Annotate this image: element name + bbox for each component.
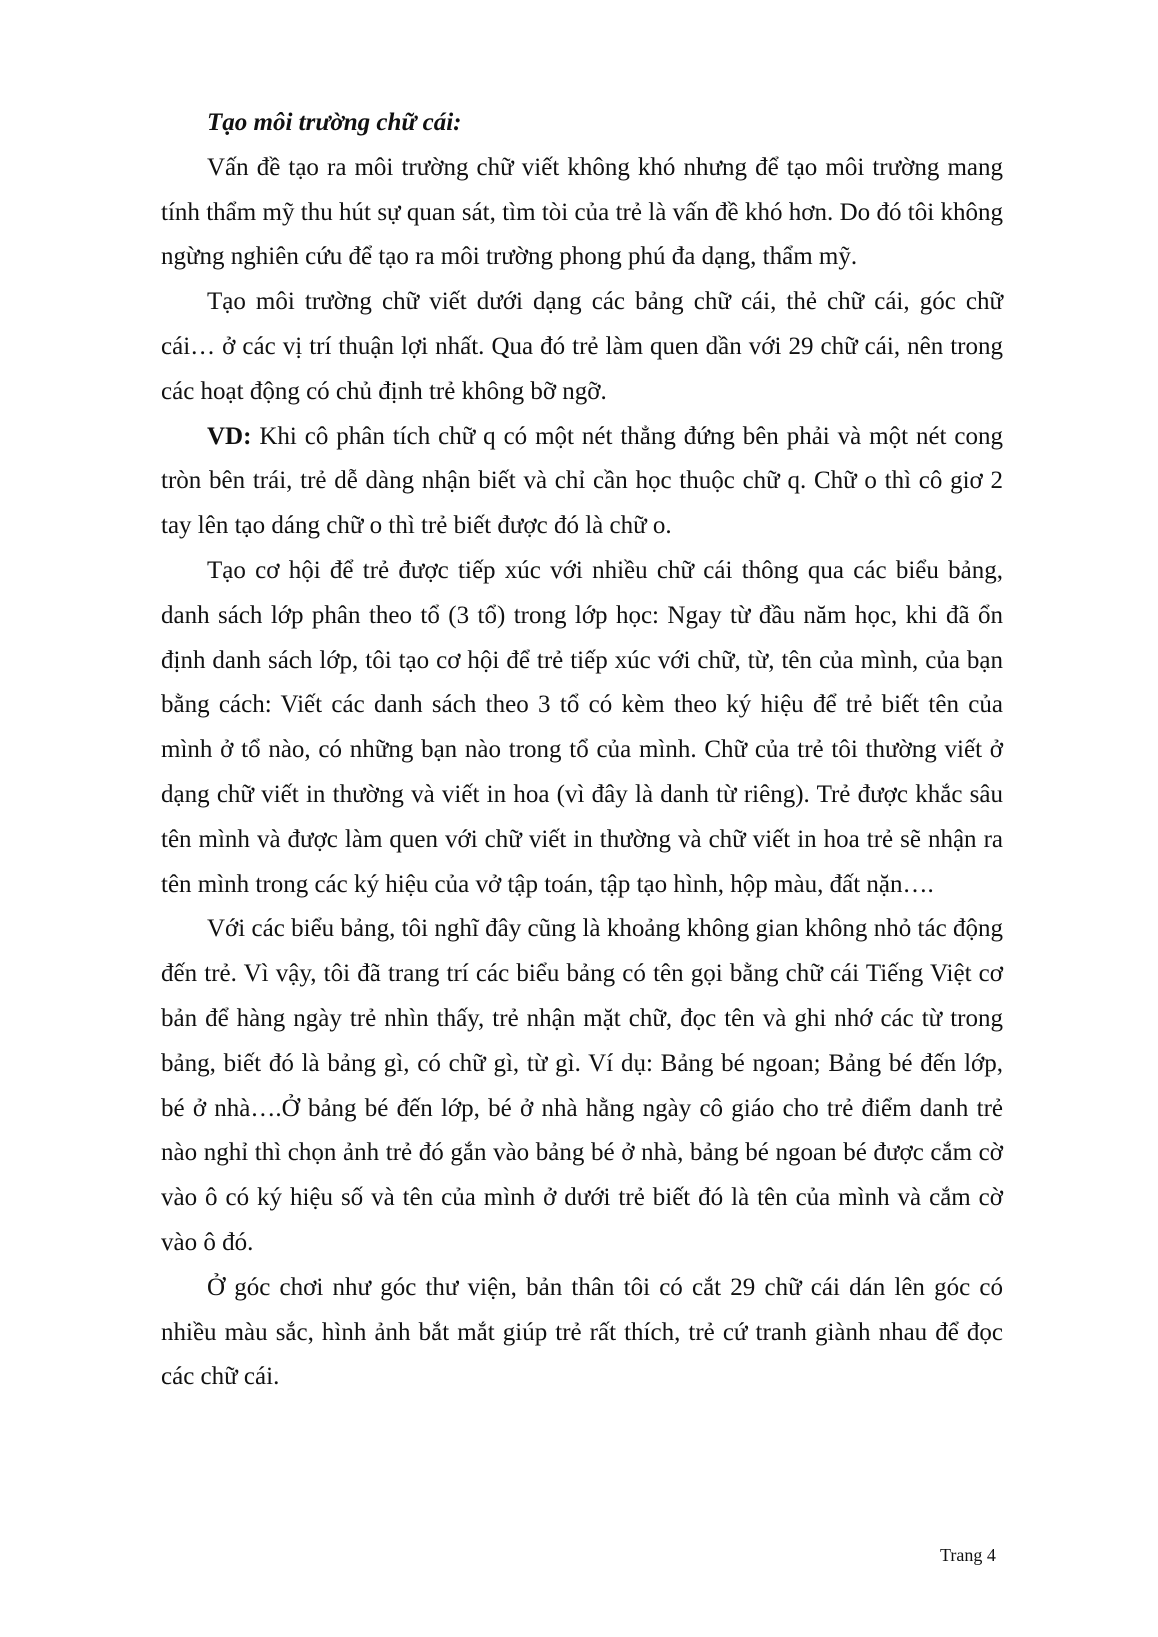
paragraph-1: Vấn đề tạo ra môi trường chữ viết không khó nhưng để tạo môi trường mang tính thẩm mỹ thu hút sự quan sát, tìm tòi của trẻ là vấn đề khó hơn. Do đó tôi không ngừng nghiên cứu để tạo ra môi trường phong phú đa dạng, thẩm mỹ.: [161, 153, 1003, 271]
page-label: Trang: [940, 1545, 983, 1565]
paragraph-4: Với các biểu bảng, tôi nghĩ đây cũng là khoảng không gian không nhỏ tác động đến trẻ. Vì vậy, tôi đã trang trí các biểu bảng có tên gọi bằng chữ cái Tiếng Việt cơ bản để hàng ngày trẻ nhìn thấy, trẻ nhận mặt chữ, đọc tên và ghi nhớ các từ trong bảng, biết đó là bảng gì, có chữ gì, từ gì. Ví dụ: Bảng bé ngoan; Bảng bé đến lớp, bé ở nhà….Ở bảng bé đến lớp, bé ở nhà hằng ngày cô giáo cho trẻ điểm danh trẻ nào nghỉ thì chọn ảnh trẻ đó gắn vào bảng bé ở nhà, bảng bé ngoan bé được cắm cờ vào ô có ký hiệu số và tên của mình ở dưới trẻ biết đó là tên của mình và cắm cờ vào ô đó.: [161, 915, 1003, 1256]
page-number: 4: [986, 1545, 996, 1565]
paragraph-3: Tạo cơ hội để trẻ được tiếp xúc với nhiều chữ cái thông qua các biểu bảng, danh sách lớp phân theo tổ (3 tổ) trong lớp học: Ngay từ đầu năm học, khi đã ổn định danh sách lớp, tôi tạo cơ hội để trẻ tiếp xúc với chữ, từ, tên của mình, của bạn bằng cách: Viết các danh sách theo 3 tổ có kèm theo ký hiệu để trẻ biết tên của mình ở tổ nào, có những bạn nào trong tổ của mình. Chữ của trẻ tôi thường viết ở dạng chữ viết in thường và viết in hoa (vì đây là danh từ riêng). Trẻ được khắc sâu tên mình và được làm quen với chữ viết in thường và chữ viết in hoa trẻ sẽ nhận ra tên mình trong các ký hiệu của vở tập toán, tập tạo hình, hộp màu, đất nặn….: [161, 556, 1003, 898]
paragraph-5: Ở góc chơi như góc thư viện, bản thân tôi có cắt 29 chữ cái dán lên góc có nhiều màu sắc, hình ảnh bắt mắt giúp trẻ rất thích, trẻ cứ tranh giành nhau để đọc các chữ cái.: [161, 1273, 1003, 1391]
paragraph-example: [161, 415, 1003, 549]
paragraph-2: Tạo môi trường chữ viết dưới dạng các bảng chữ cái, thẻ chữ cái, góc chữ cái… ở các vị trí thuận lợi nhất. Qua đó trẻ làm quen dần với 29 chữ cái, nên trong các hoạt động có chủ định trẻ không bỡ ngỡ.: [161, 288, 1003, 405]
document-page: [161, 101, 1003, 1400]
section-heading: Tạo môi trường chữ cái:: [207, 109, 462, 136]
example-label: VD:: [207, 422, 252, 450]
page-footer: [940, 1545, 996, 1566]
example-text: Khi cô phân tích chữ q có một nét thẳng đứng bên phải và một nét cong tròn bên trái, trẻ dễ dàng nhận biết và chỉ cần học thuộc chữ q. Chữ o thì cô giơ 2 tay lên tạo dáng chữ o thì trẻ biết được đó là chữ o.: [161, 422, 1003, 540]
